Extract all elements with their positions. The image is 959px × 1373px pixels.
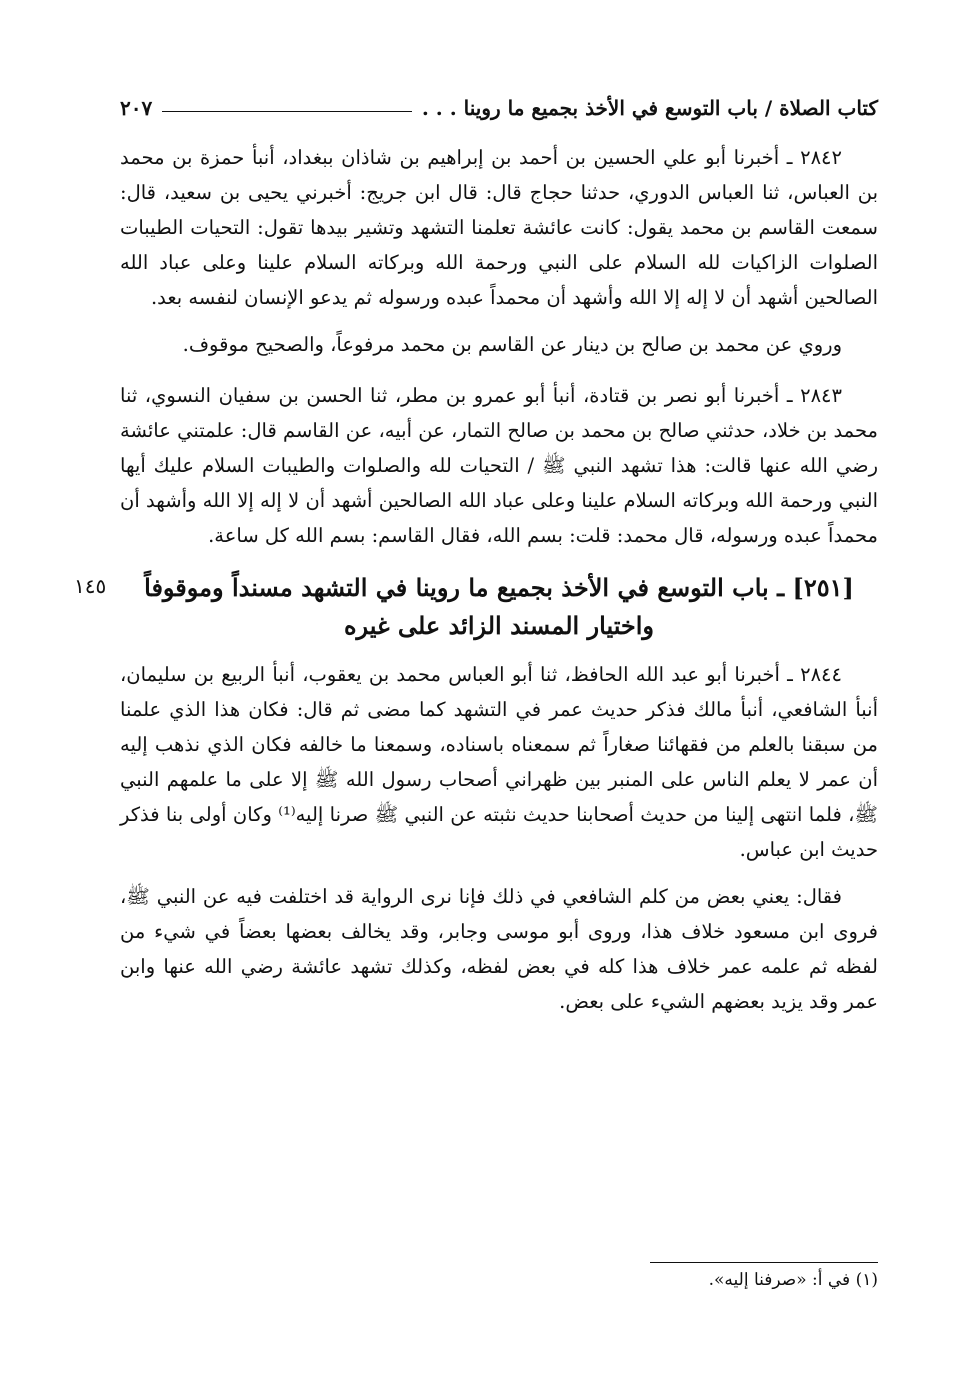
section-heading-line-1: [٢٥١] ـ باب التوسع في الأخذ بجميع ما روينا في التشهد مسنداً وموقوفاً: [144, 573, 854, 602]
hadith-2843: ٢٨٤٣ ـ أخبرنا أبو نصر بن قتادة، أنبأ أبو عمرو بن مطر، ثنا الحسن بن سفيان النسوي، ثنا محمد بن خلاد، حدثني صالح بن محمد بن صالح التمار، عن أبيه، عن القاسم قال: علمتني عائشة رضي الله عنها قالت: هذا تشهد النبي ﷺ / التحيات لله والصلوات والطيبات السلام عليك أيها النبي ورحمة الله وبركاته السلام علينا وعلى عباد الله الصالحين أشهد أن لا إله إلا الله وأشهد أن محمداً عبده ورسوله، قال محمد: قلت: بسم الله، فقال القاسم: بسم الله كل ساعة.: [120, 384, 878, 547]
book-page: [120, 78, 878, 1318]
manuscript-folio-note: ١٤٥: [74, 574, 107, 598]
commentary-paragraph: فقال: يعني بعض من كلم الشافعي في ذلك فإنا نرى الرواية قد اختلفت فيه عن النبي ﷺ، فروى ابن مسعود خلاف هذا، وروى أبو موسى وجابر، وقد يخالف بعضها بعضاً في شيء من لفظه ثم علمه عمر خلاف هذا كله في بعض لفظه، وكذلك تشهد عائشة رضي الله عنها وابن عمر وقد يزيد بعضهم الشيء على بعض.: [120, 885, 878, 1013]
hadith-2844: ٢٨٤٤ ـ أخبرنا أبو عبد الله الحافظ، ثنا أبو العباس محمد بن يعقوب، أنبأ الربيع بن سليمان، أنبأ الشافعي، أنبأ مالك فذكر حديث عمر في التشهد كما مضى ثم قال: فكان هذا الذي علمنا من سبقنا بالعلم من فقهائنا صغاراً ثم سمعناه باسناده، وسمعنا ما خالفه فكان الذي نذهب إليه أن عمر لا يعلم الناس على المنبر بين ظهراني أصحاب رسول الله ﷺ إلا على ما علمهم النبي ﷺ، فلما انتهى إلينا من حديث أصحابنا حديث نثبته عن النبي ﷺ صرنا إليه⁽¹⁾ وكان أولى بنا فذكر حديث ابن عباس.: [120, 663, 879, 861]
narration-note: وروي عن محمد بن صالح بن دينار عن القاسم بن محمد مرفوعاً، والصحيح موقوف.: [182, 333, 842, 356]
header-rule: [162, 111, 412, 112]
running-title: كتاب الصلاة / باب التوسع في الأخذ بجميع ما روينا . . .: [421, 96, 878, 120]
section-heading: [120, 569, 878, 645]
hadith-2842: ٢٨٤٢ ـ أخبرنا أبو علي الحسين بن أحمد بن إبراهيم بن شاذان ببغداد، أنبأ حمزة بن محمد بن العباس، ثنا العباس الدوري، حدثنا حجاج قال: قال ابن جريج: أخبرني يحيى بن سعيد، قال: سمعت القاسم بن محمد يقول: كانت عائشة تعلمنا التشهد وتشير بيدها تقول: التحيات الطيبات الصلوات الزاكيات لله السلام على النبي ورحمة الله وبركاته السلام علينا وعلى عباد الله الصالحين أشهد أن لا إله إلا الله وأشهد أن محمداً عبده ورسوله ثم يدعو الإنسان لنفسه بعد.: [120, 146, 878, 309]
footnote: (١) في أ: «صرفنا إليه».: [708, 1270, 878, 1290]
running-header: [120, 78, 878, 120]
footnote-rule: [650, 1262, 878, 1263]
section-heading-line-2: واختيار المسند الزائد على غيره: [343, 611, 655, 640]
page-number: ٢٠٧: [120, 96, 153, 120]
